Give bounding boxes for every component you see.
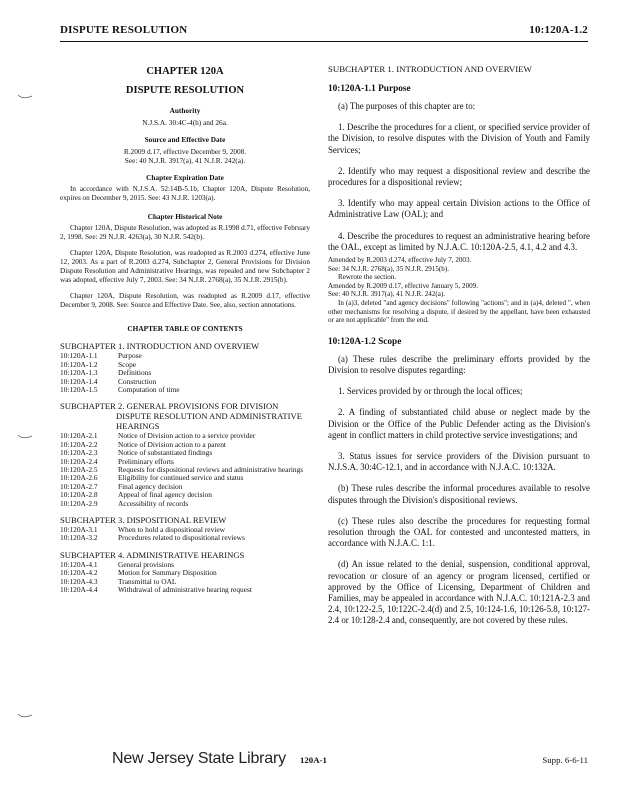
toc-entry[interactable]: 10:120A-1.4 Construction <box>60 376 157 386</box>
toc-entry[interactable]: 10:120A-1.2 Scope <box>60 359 137 369</box>
expiration-heading: Chapter Expiration Date <box>146 173 224 183</box>
section-paragraph: 4. Describe the procedures to request an administrative hearing before the OAL, except as limited by N.J.A.C. 10:120A-2.5, 4.1, 4.2 and 4.3. <box>328 230 590 252</box>
history-note: See: 40 N.J.R. 3917(a), 41 N.J.R. 242(a). <box>328 290 446 299</box>
toc-entry[interactable]: 10:120A-1.1 Purpose <box>60 351 142 361</box>
section-paragraph: 3. Status issues for service providers of the Division pursuant to N.J.S.A. 30:4C-12.1, and in accordance with N.J.A.C. 10:132A. <box>328 451 590 473</box>
toc-entry[interactable]: 10:120A-4.4 Withdrawal of administrative hearing request <box>60 585 252 594</box>
toc-entry[interactable]: 10:120A-2.6 Eligibility for continued service and status <box>60 473 244 483</box>
supplement-date: Supp. 6-6-11 <box>542 755 588 765</box>
library-logo: New Jersey State Library <box>112 750 286 767</box>
toc-entry[interactable]: 10:120A-4.3 Transmittal to OAL <box>60 576 177 586</box>
section-paragraph: 2. Identify who may request a dispositional review and describe the procedures for a dispositional review; <box>328 165 590 188</box>
toc-table <box>60 352 180 394</box>
history-notes <box>328 256 590 325</box>
toc-entry[interactable]: 10:120A-2.3 Notice of substantiated findings <box>60 448 213 458</box>
toc-entry[interactable]: 10:120A-1.5 Computation of time <box>60 384 180 394</box>
right-column <box>328 64 590 637</box>
toc-subchapter-title: SUBCHAPTER 4. ADMINISTRATIVE HEARINGS <box>60 549 245 560</box>
section-paragraph: 1. Services provided by or through the local offices; <box>338 386 523 397</box>
toc-subchapter-title: SUBCHAPTER 1. INTRODUCTION AND OVERVIEW <box>60 341 260 352</box>
history-heading: Chapter Historical Note <box>147 212 223 222</box>
toc-table <box>60 561 252 595</box>
section-paragraph: (b) These rules describe the informal procedures available to resolve disputes through the Division's dispositional reviews. <box>328 483 590 505</box>
section-paragraph: (a) These rules describe the preliminary efforts provided by the Division to resolve disputes regarding: <box>328 353 590 375</box>
expiration-text: In accordance with N.J.S.A. 52:14B-5.1b, Chapter 120A, Dispute Resolution, expires on December 9, 2015. See: 43 N.J.R. 1203(a). <box>60 185 310 203</box>
chapter-title: DISPUTE RESOLUTION <box>125 85 245 96</box>
authority-heading: Authority <box>169 106 201 115</box>
left-column <box>60 66 310 594</box>
margin-mark <box>18 713 32 719</box>
chapter-number: CHAPTER 120A <box>146 66 224 77</box>
section-paragraph: (c) These rules also describe the procedures for requesting formal resolution through the OAL for contested and uncontested matters, in accordance with N.J.A.C. 1:1. <box>328 515 590 549</box>
toc-entry[interactable]: 10:120A-2.9 Accessibility of records <box>60 498 189 508</box>
toc-entry[interactable]: 10:120A-3.1 When to hold a dispositional review <box>60 524 225 534</box>
toc-entry[interactable]: 10:120A-2.4 Preliminary efforts <box>60 456 174 466</box>
toc-entry[interactable]: 10:120A-3.2 Procedures related to dispositional reviews <box>60 533 245 543</box>
section-paragraph: 1. Describe the procedures for a client, or specified service provider of the Division, to resolve disputes with the Division of Youth and Family Services; <box>328 122 590 155</box>
header-section-number: 10:120A-1.2 <box>529 24 588 36</box>
toc-entry[interactable]: 10:120A-2.8 Appeal of final agency decision <box>60 490 212 500</box>
toc-subchapter-title: SUBCHAPTER 2. GENERAL PROVISIONS FOR DIVISION DISPUTE RESOLUTION AND ADMINISTRATIVE HEARINGS <box>60 401 302 432</box>
section-paragraph: 3. Identify who may appeal certain Division actions to the Office of Administrative Law (OAL); and <box>328 198 590 220</box>
header-rule <box>60 41 588 42</box>
history-paragraph: Chapter 120A, Dispute Resolution, was readopted as R.2009 d.17, effective December 9, 2008. See: Source and Effective Date. See, also, section annotations. <box>60 292 310 310</box>
history-note: Rewrote the section. <box>338 273 397 282</box>
source-text: R.2009 d.17, effective December 9, 2008. See: 40 N.J.R. 3917(a), 41 N.J.R. 242(a). <box>123 147 247 166</box>
toc-heading: CHAPTER TABLE OF CONTENTS <box>127 324 243 334</box>
section-paragraph: (a) The purposes of this chapter are to: <box>338 101 476 111</box>
page-number: 120A-1 <box>300 755 327 765</box>
history-paragraph: Chapter 120A, Dispute Resolution, was adopted as R.1998 d.71, effective February 2, 1998. See: 29 N.J.R. 4263(a), 30 N.J.R. 542(b). <box>60 224 311 242</box>
section-heading: 10:120A-1.1 Purpose <box>328 84 411 94</box>
source-heading: Source and Effective Date <box>144 135 226 145</box>
toc-table <box>60 526 245 543</box>
margin-mark <box>18 434 32 440</box>
section-heading: 10:120A-1.2 Scope <box>328 336 402 347</box>
toc-table <box>60 432 303 508</box>
toc-subchapter-title: SUBCHAPTER 3. DISPOSITIONAL REVIEW <box>60 514 227 525</box>
section-paragraph: 2. A finding of substantiated child abuse or neglect made by the Division or the Office of the Public Defender acting as the Division's agent in conflict matters in child protective service investigations; and <box>328 407 590 440</box>
history-paragraph: Chapter 120A, Dispute Resolution, was readopted as R.2003 d.274, effective June 12, 2003. As a part of R.2003 d.274, Subchapter 2, General Provisions for Division Dispute Resolution and Administrative Hearings, was repealed and new Subchapter 2 was adopted, effective July 7, 2003. See: 34 N.J.R. 2768(a), 35 N.J.R. 2915(b). <box>60 249 310 285</box>
toc-entry[interactable]: 10:120A-4.1 General provisions <box>60 559 175 569</box>
running-header <box>60 24 588 40</box>
toc-entry[interactable]: 10:120A-1.3 Definitions <box>60 368 152 378</box>
toc-entry[interactable]: 10:120A-2.2 Notice of Division action to a parent <box>60 439 226 449</box>
toc-entry[interactable]: 10:120A-2.5 Requests for dispositional reviews and administrative hearings <box>60 464 304 474</box>
header-title: DISPUTE RESOLUTION <box>60 24 188 36</box>
toc-entry[interactable]: 10:120A-2.1 Notice of Division action to a service provider <box>60 431 256 441</box>
subchapter-title: SUBCHAPTER 1. INTRODUCTION AND OVERVIEW <box>328 64 532 74</box>
history-note: Amended by R.2009 d.17, effective January 5, 2009. <box>328 281 478 290</box>
history-note: See: 34 N.J.R. 2768(a), 35 N.J.R. 2915(b). <box>328 264 449 273</box>
toc-entry[interactable]: 10:120A-2.7 Final agency decision <box>60 481 183 491</box>
margin-mark <box>18 94 32 100</box>
section-paragraph: (d) An issue related to the denial, suspension, conditional approval, revocation or closure of an agency or program licensed, certified or approved by the Office of Licensing, Department of Children and Families, may be appealed in accordance with N.J.A.C. 10:121A-2.3 and 2.4, 10:122-2.5, 10:122C-2.4(d) and 2.5, 10:124-1.6, 10:126-5.8, 10:127-2.4 or 10:128-2.4 and, consequently, are not covered by these rules. <box>328 559 590 626</box>
toc-entry[interactable]: 10:120A-4.2 Motion for Summary Disposition <box>60 568 217 578</box>
history-note: In (a)3, deleted "and agency decisions" following "actions"; and in (a)4, deleted ", when other mechanisms for resolving a dispute, if desired by the appellant, have been exhausted or are not applicable" from the end. <box>328 299 590 325</box>
authority-text: N.J.S.A. 30:4C-4(h) and 26a. <box>142 118 228 127</box>
history-note: Amended by R.2003 d.274, effective July 7, 2003. <box>328 256 472 265</box>
